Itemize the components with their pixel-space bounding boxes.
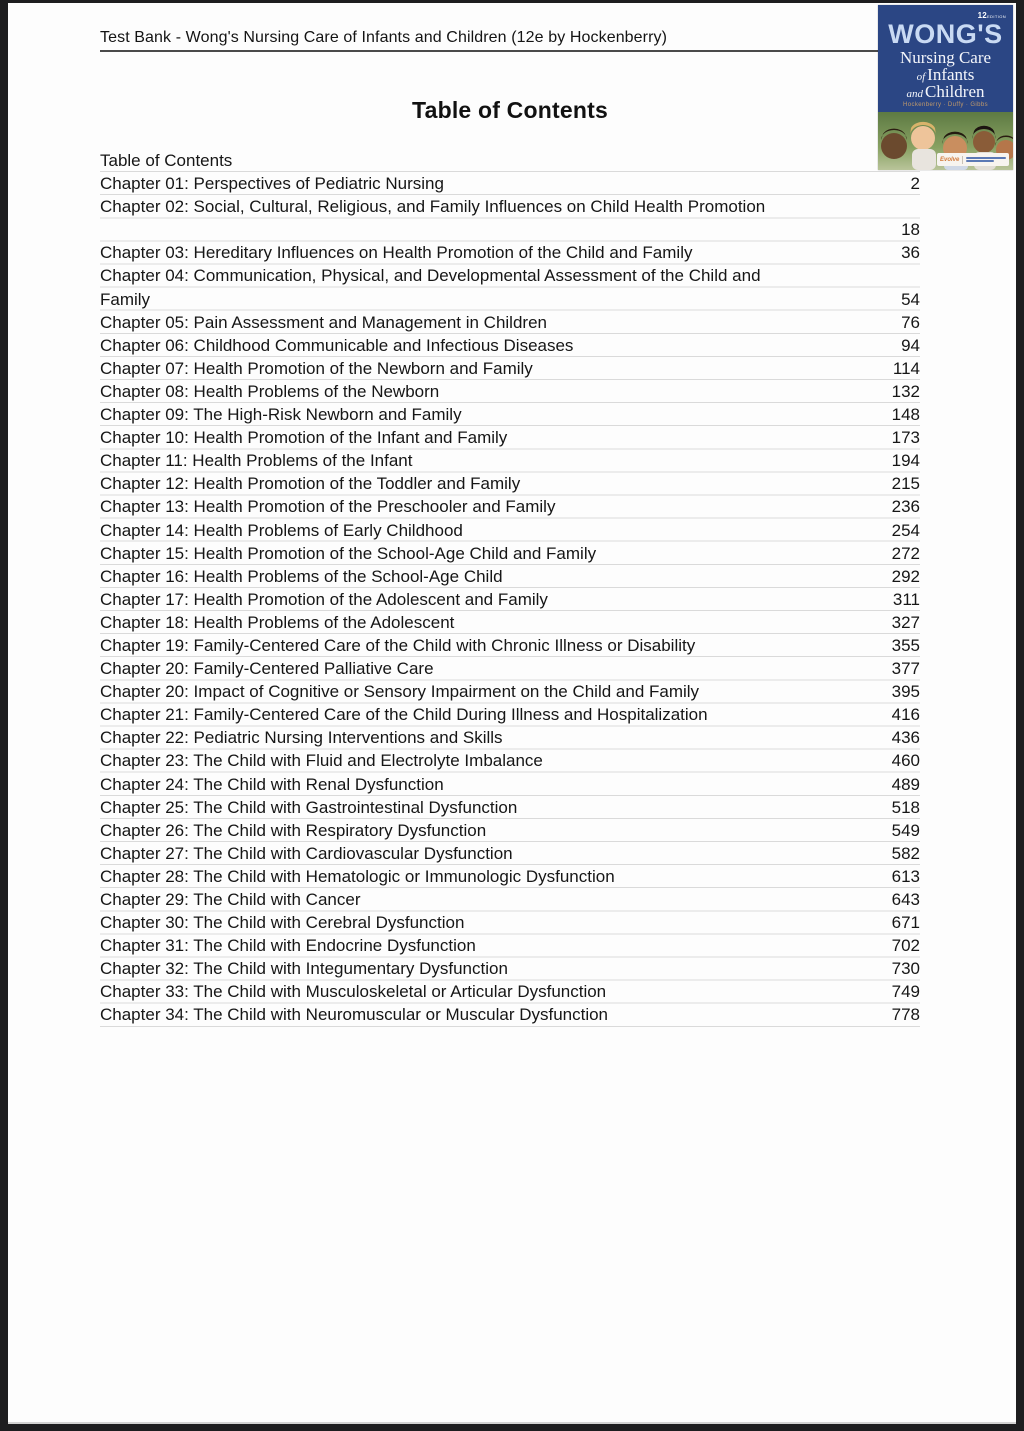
toc-entry — [100, 241, 920, 264]
toc-entry-page: 730 — [891, 959, 920, 979]
toc-list — [100, 149, 920, 1028]
toc-entry-page: 94 — [901, 335, 920, 355]
toc-entry-page: 643 — [891, 890, 920, 909]
toc-entry-title-continued: Family — [100, 289, 151, 309]
toc-entry-page: 148 — [891, 405, 920, 425]
toc-entry — [100, 149, 920, 172]
document-header: Test Bank - Wong's Nursing Care of Infants and Children (12e by Hockenberry) — [100, 29, 878, 52]
toc-entry — [100, 980, 920, 1003]
toc-entry-title: Chapter 28: The Child with Hematologic or Immunologic Dysfunction — [100, 866, 615, 886]
toc-entry-page: 416 — [891, 705, 920, 725]
toc-entry-page: 377 — [891, 659, 920, 679]
toc-entry — [100, 657, 920, 680]
edition-number: 12 — [977, 11, 987, 20]
toc-entry-page: 2 — [910, 174, 920, 194]
toc-entry-page: 489 — [891, 774, 920, 794]
toc-entry — [100, 888, 920, 911]
toc-entry-page: 292 — [891, 566, 920, 586]
book-cover — [878, 5, 1013, 170]
toc-entry-title: Chapter 17: Health Promotion of the Adolescent and Family — [100, 589, 548, 609]
cover-brand: WONG'S — [888, 19, 1003, 49]
toc-entry-title: Chapter 20: Family-Centered Palliative Care — [100, 659, 434, 679]
cover-title-line1: Nursing Care — [899, 48, 992, 67]
toc-entry-title: Chapter 07: Health Promotion of the Newborn and Family — [100, 358, 533, 378]
document-page — [8, 3, 1016, 1424]
toc-entry — [100, 957, 920, 980]
evolve-logo: Evolve — [940, 156, 960, 163]
toc-entry — [100, 449, 920, 472]
toc-entry-page: 549 — [891, 820, 920, 840]
toc-entry-title: Table of Contents — [100, 151, 233, 170]
toc-entry — [100, 911, 920, 934]
toc-entry-page: 114 — [892, 358, 920, 378]
toc-entry — [100, 264, 920, 310]
toc-entry — [100, 426, 920, 449]
toc-entry-page: 272 — [891, 543, 920, 563]
toc-entry-title: Chapter 16: Health Problems of the School-Age Child — [100, 566, 503, 586]
toc-entry — [100, 519, 920, 542]
toc-entry-title: Chapter 27: The Child with Cardiovascular Dysfunction — [100, 843, 513, 863]
cover-title-line3-prefix: and — [906, 88, 923, 100]
toc-entry-page: 173 — [891, 428, 920, 448]
toc-entry — [100, 634, 920, 657]
toc-entry — [100, 726, 920, 749]
toc-entry-page: 355 — [891, 635, 920, 655]
toc-entry-title: Chapter 12: Health Promotion of the Toddler and Family — [100, 474, 521, 494]
toc-entry — [100, 934, 920, 957]
book-cover-photo — [878, 112, 1013, 170]
edition-word: EDITION — [986, 14, 1006, 19]
toc-entry-title: Chapter 20: Impact of Cognitive or Sensory Impairment on the Child and Family — [100, 682, 700, 702]
toc-entry-page: 311 — [892, 589, 920, 609]
evolve-banner — [937, 153, 1009, 166]
toc-entry-title: Chapter 32: The Child with Integumentary Dysfunction — [100, 959, 508, 979]
toc-entry — [100, 588, 920, 611]
toc-entry-page: 254 — [891, 520, 920, 540]
toc-entry — [100, 819, 920, 842]
toc-entry-page: 327 — [891, 612, 920, 632]
toc-entry-title: Chapter 26: The Child with Respiratory Dysfunction — [100, 820, 487, 840]
toc-entry-title: Chapter 02: Social, Cultural, Religious, and Family Influences on Child Health Promotion — [100, 197, 766, 217]
evolve-divider — [962, 156, 963, 164]
toc-entry-title: Chapter 10: Health Promotion of the Infant and Family — [100, 428, 508, 448]
toc-entry-title: Chapter 15: Health Promotion of the School-Age Child and Family — [100, 543, 597, 563]
toc-entry — [100, 403, 920, 426]
toc-entry-title: Chapter 11: Health Problems of the Infant — [100, 451, 413, 471]
toc-entry-title: Chapter 33: The Child with Musculoskeletal or Articular Dysfunction — [100, 982, 607, 1002]
toc-entry — [100, 334, 920, 357]
toc-entry — [100, 842, 920, 865]
toc-entry-page: 194 — [891, 451, 920, 471]
toc-entry-page: 236 — [891, 497, 920, 517]
toc-entry-page: 54 — [901, 289, 920, 309]
toc-entry — [100, 172, 920, 195]
toc-entry — [100, 542, 920, 565]
toc-entry — [100, 380, 920, 403]
toc-entry-title: Chapter 04: Communication, Physical, and Developmental Assessment of the Child and — [100, 266, 761, 286]
toc-entry-title: Chapter 30: The Child with Cerebral Dysfunction — [100, 913, 465, 933]
toc-entry-page: 36 — [901, 243, 920, 263]
toc-entry — [100, 796, 920, 819]
toc-entry — [100, 195, 920, 241]
cover-title-line2-prefix: of — [916, 71, 926, 83]
toc-entry-page: 132 — [891, 381, 920, 401]
toc-entry-title: Chapter 24: The Child with Renal Dysfunction — [100, 774, 444, 794]
toc-entry-title: Chapter 08: Health Problems of the Newborn — [100, 381, 440, 401]
toc-entry-title: Chapter 06: Childhood Communicable and Infectious Diseases — [100, 335, 574, 355]
toc-entry-title: Chapter 29: The Child with Cancer — [100, 890, 361, 909]
toc-entry — [100, 565, 920, 588]
toc-entry-page: 702 — [891, 936, 920, 956]
cover-title-line2-word: Infants — [927, 65, 975, 84]
toc-entry — [100, 357, 920, 380]
toc-entry-title: Chapter 25: The Child with Gastrointestinal Dysfunction — [100, 797, 518, 817]
toc-entry-title: Chapter 22: Pediatric Nursing Interventions and Skills — [100, 728, 503, 748]
toc-entry-page: 18 — [901, 220, 920, 240]
toc-entry-title: Chapter 03: Hereditary Influences on Health Promotion of the Child and Family — [100, 243, 693, 263]
toc-entry-title: Chapter 31: The Child with Endocrine Dysfunction — [100, 936, 476, 956]
toc-entry — [100, 611, 920, 634]
toc-entry-page: 76 — [901, 312, 920, 332]
page-title: Table of Contents — [412, 97, 608, 123]
cover-title-line3-word: Children — [925, 82, 985, 101]
toc-entry-page: 436 — [891, 728, 920, 748]
toc-entry-title: Chapter 13: Health Promotion of the Preschooler and Family — [100, 497, 556, 517]
toc-entry — [100, 749, 920, 772]
toc-entry-page: 582 — [891, 843, 920, 863]
toc-entry-page: 215 — [891, 474, 920, 494]
toc-entry — [100, 495, 920, 518]
toc-entry-title: Chapter 19: Family-Centered Care of the Child with Chronic Illness or Disability — [100, 635, 696, 655]
toc-entry — [100, 703, 920, 726]
toc-entry-page: 613 — [891, 866, 920, 886]
cover-title-line3 — [878, 83, 1013, 103]
toc-entry — [100, 1003, 920, 1026]
toc-entry — [100, 472, 920, 495]
toc-entry-title: Chapter 01: Perspectives of Pediatric Nursing — [100, 174, 444, 194]
cover-authors: Hockenberry · Duffy · Gibbs — [902, 102, 989, 108]
toc-entry-page: 395 — [891, 682, 920, 702]
toc-entry — [100, 680, 920, 703]
toc-entry — [100, 865, 920, 888]
toc-entry — [100, 773, 920, 796]
toc-entry-title: Chapter 21: Family-Centered Care of the Child During Illness and Hospitalization — [100, 705, 708, 725]
toc-entry-title: Chapter 34: The Child with Neuromuscular or Muscular Dysfunction — [100, 1005, 609, 1025]
toc-entry-title: Chapter 23: The Child with Fluid and Electrolyte Imbalance — [100, 751, 543, 771]
toc-entry-page: 749 — [891, 982, 920, 1002]
toc-entry-title: Chapter 18: Health Problems of the Adolescent — [100, 612, 455, 632]
toc-entry-title: Chapter 05: Pain Assessment and Management in Children — [100, 312, 547, 332]
toc-entry-page: 778 — [891, 1005, 920, 1025]
toc-entry-title: Chapter 14: Health Problems of Early Childhood — [100, 520, 463, 540]
toc-entry — [100, 311, 920, 334]
toc-entry-page: 460 — [891, 751, 920, 771]
toc-entry-page: 518 — [891, 797, 920, 817]
evolve-fine-print — [966, 156, 1006, 163]
toc-entry-title: Chapter 09: The High-Risk Newborn and Family — [100, 405, 462, 425]
toc-entry-page: 671 — [891, 913, 920, 933]
